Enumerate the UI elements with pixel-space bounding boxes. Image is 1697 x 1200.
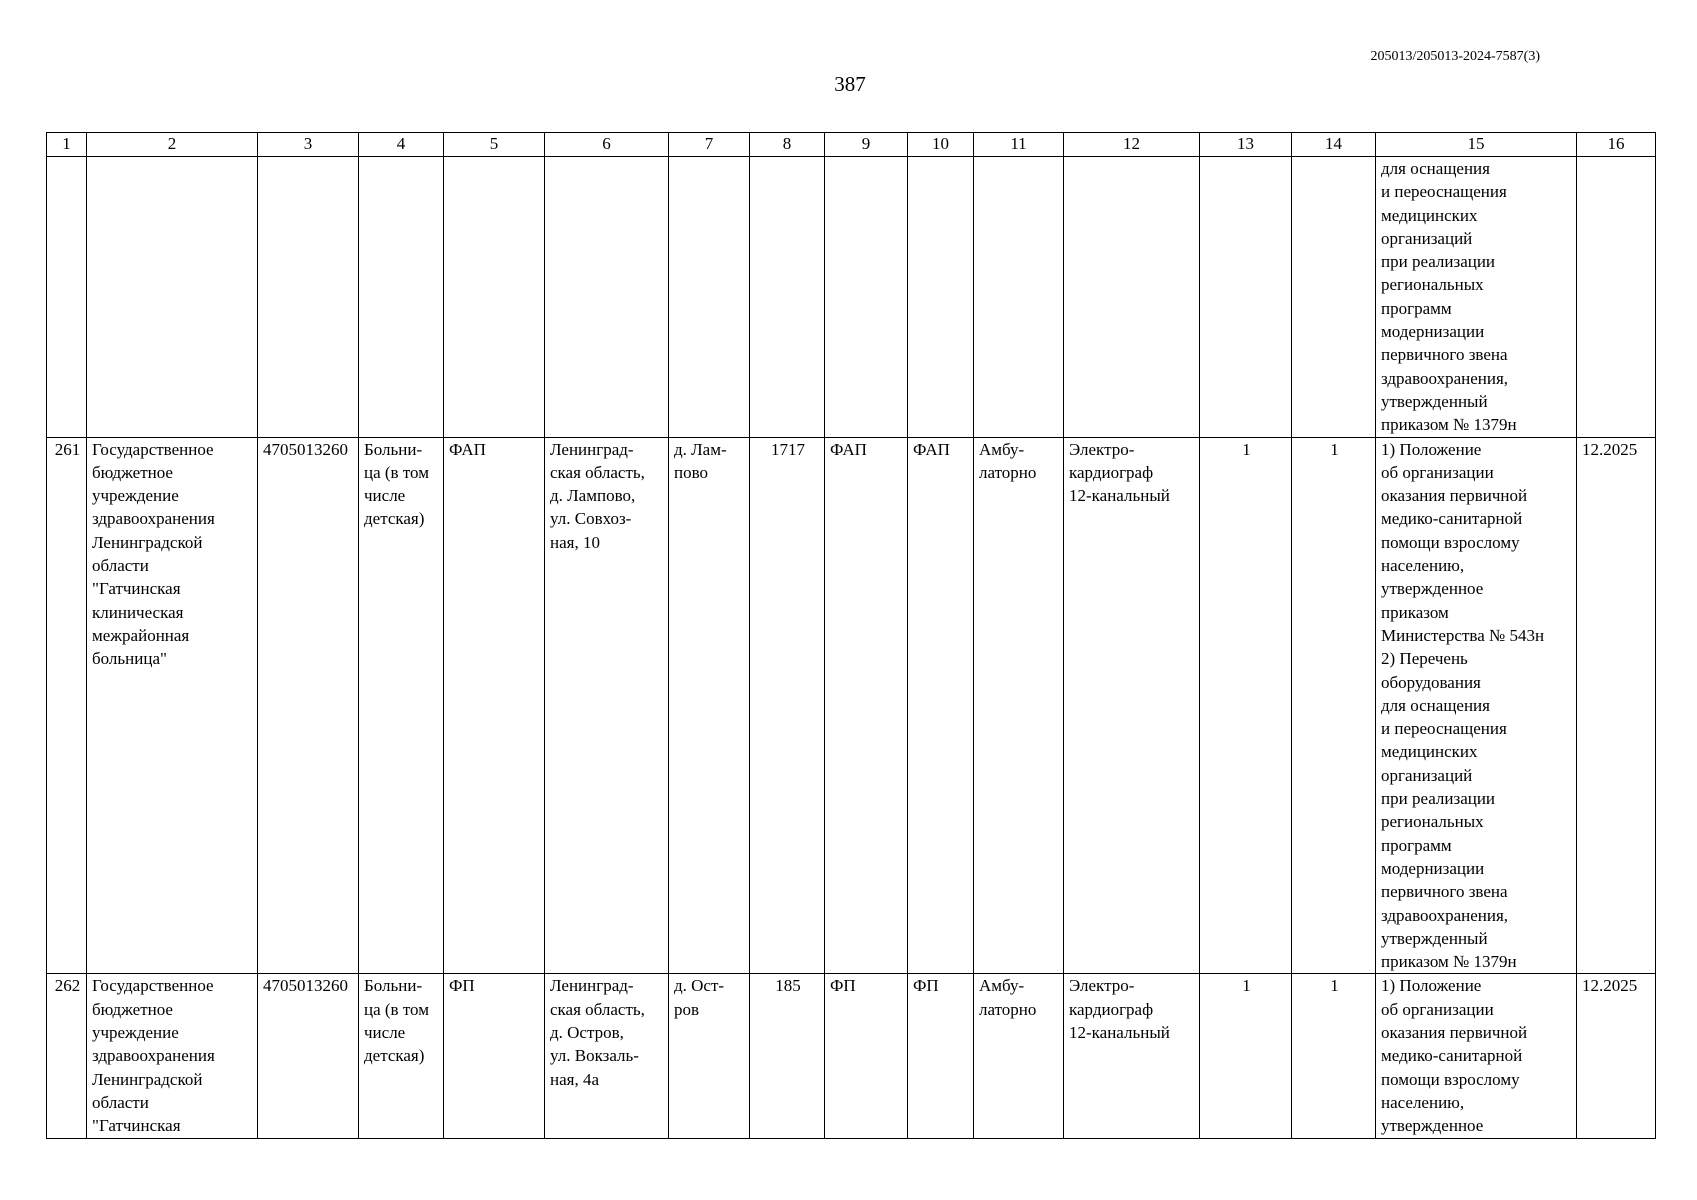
table-cell xyxy=(750,157,825,438)
inn-cell: 4705013260 xyxy=(258,974,359,1139)
quantity-cell: 1 xyxy=(1292,437,1376,974)
table-cell xyxy=(47,157,87,438)
legal-basis-cell: 1) Положение об организации оказания первичной медико-санитарной помощи взрослому населению, утвержденное приказом Министерства № 543н 2) Перечень оборудования для оснащения и переоснащения медицинских организаций при реализации региональных программ модернизации первичного звена здравоохранения, утвержденный приказом № 1379н xyxy=(1376,437,1577,974)
unit-type-cell: ФАП xyxy=(444,437,545,974)
table-cell xyxy=(825,157,908,438)
header-cell: 12 xyxy=(1064,133,1200,157)
address-cell: Ленинград- ская область, д. Остров, ул. Вокзаль- ная, 4а xyxy=(545,974,669,1139)
locality-cell: д. Лам- пово xyxy=(669,437,750,974)
header-cell: 1 xyxy=(47,133,87,157)
header-cell: 10 xyxy=(908,133,974,157)
header-cell: 16 xyxy=(1577,133,1656,157)
header-cell: 3 xyxy=(258,133,359,157)
legal-basis-cell: для оснащения и переоснащения медицинских организаций при реализации региональных программ модернизации первичного звена здравоохранения, утвержденный приказом № 1379н xyxy=(1376,157,1577,438)
header-cell: 9 xyxy=(825,133,908,157)
inn-cell: 4705013260 xyxy=(258,437,359,974)
header-cell: 5 xyxy=(444,133,545,157)
facility-type-cell: Больни- ца (в том числе детская) xyxy=(359,437,444,974)
table-row xyxy=(47,437,1656,974)
legal-basis-cell: 1) Положение об организации оказания первичной медико-санитарной помощи взрослому населению, утвержденное xyxy=(1376,974,1577,1139)
table-cell xyxy=(87,157,258,438)
locality-cell: д. Ост- ров xyxy=(669,974,750,1139)
table-cell xyxy=(974,157,1064,438)
unit-cell: ФП xyxy=(908,974,974,1139)
table-cell xyxy=(1064,157,1200,438)
header-cell: 15 xyxy=(1376,133,1577,157)
institution-cell: Государственное бюджетное учреждение здравоохранения Ленинградской области "Гатчинская xyxy=(87,974,258,1139)
header-cell: 7 xyxy=(669,133,750,157)
care-mode-cell: Амбу- латорно xyxy=(974,437,1064,974)
header-cell: 14 xyxy=(1292,133,1376,157)
unit-type-cell: ФП xyxy=(444,974,545,1139)
population-cell: 185 xyxy=(750,974,825,1139)
header-cell: 13 xyxy=(1200,133,1292,157)
header-cell: 6 xyxy=(545,133,669,157)
table-row xyxy=(47,974,1656,1139)
table-row-continuation xyxy=(47,157,1656,438)
institution-cell: Государственное бюджетное учреждение здравоохранения Ленинградской области "Гатчинская клиническая межрайонная больница" xyxy=(87,437,258,974)
header-cell: 8 xyxy=(750,133,825,157)
header-cell: 2 xyxy=(87,133,258,157)
row-number-cell: 261 xyxy=(47,437,87,974)
row-number-cell: 262 xyxy=(47,974,87,1139)
table-cell xyxy=(359,157,444,438)
table-cell xyxy=(669,157,750,438)
address-cell: Ленинград- ская область, д. Лампово, ул. Совхоз- ная, 10 xyxy=(545,437,669,974)
unit-cell: ФАП xyxy=(908,437,974,974)
header-cell: 4 xyxy=(359,133,444,157)
table-cell xyxy=(1292,157,1376,438)
quantity-cell: 1 xyxy=(1292,974,1376,1139)
table-cell xyxy=(444,157,545,438)
equipment-cell: Электро- кардиограф 12-канальный xyxy=(1064,437,1200,974)
equipment-cell: Электро- кардиограф 12-канальный xyxy=(1064,974,1200,1139)
table-cell xyxy=(545,157,669,438)
header-row xyxy=(47,133,1656,157)
date-cell: 12.2025 xyxy=(1577,974,1656,1139)
table-cell xyxy=(1200,157,1292,438)
unit-cell: ФП xyxy=(825,974,908,1139)
table-cell xyxy=(1577,157,1656,438)
unit-cell: ФАП xyxy=(825,437,908,974)
date-cell: 12.2025 xyxy=(1577,437,1656,974)
table-cell xyxy=(908,157,974,438)
page-number: 387 xyxy=(834,72,866,96)
table-cell xyxy=(258,157,359,438)
quantity-cell: 1 xyxy=(1200,974,1292,1139)
equipment-table xyxy=(46,132,1656,1139)
document-id: 205013/205013-2024-7587(3) xyxy=(1370,49,1540,64)
care-mode-cell: Амбу- латорно xyxy=(974,974,1064,1139)
population-cell: 1717 xyxy=(750,437,825,974)
facility-type-cell: Больни- ца (в том числе детская) xyxy=(359,974,444,1139)
quantity-cell: 1 xyxy=(1200,437,1292,974)
header-cell: 11 xyxy=(974,133,1064,157)
